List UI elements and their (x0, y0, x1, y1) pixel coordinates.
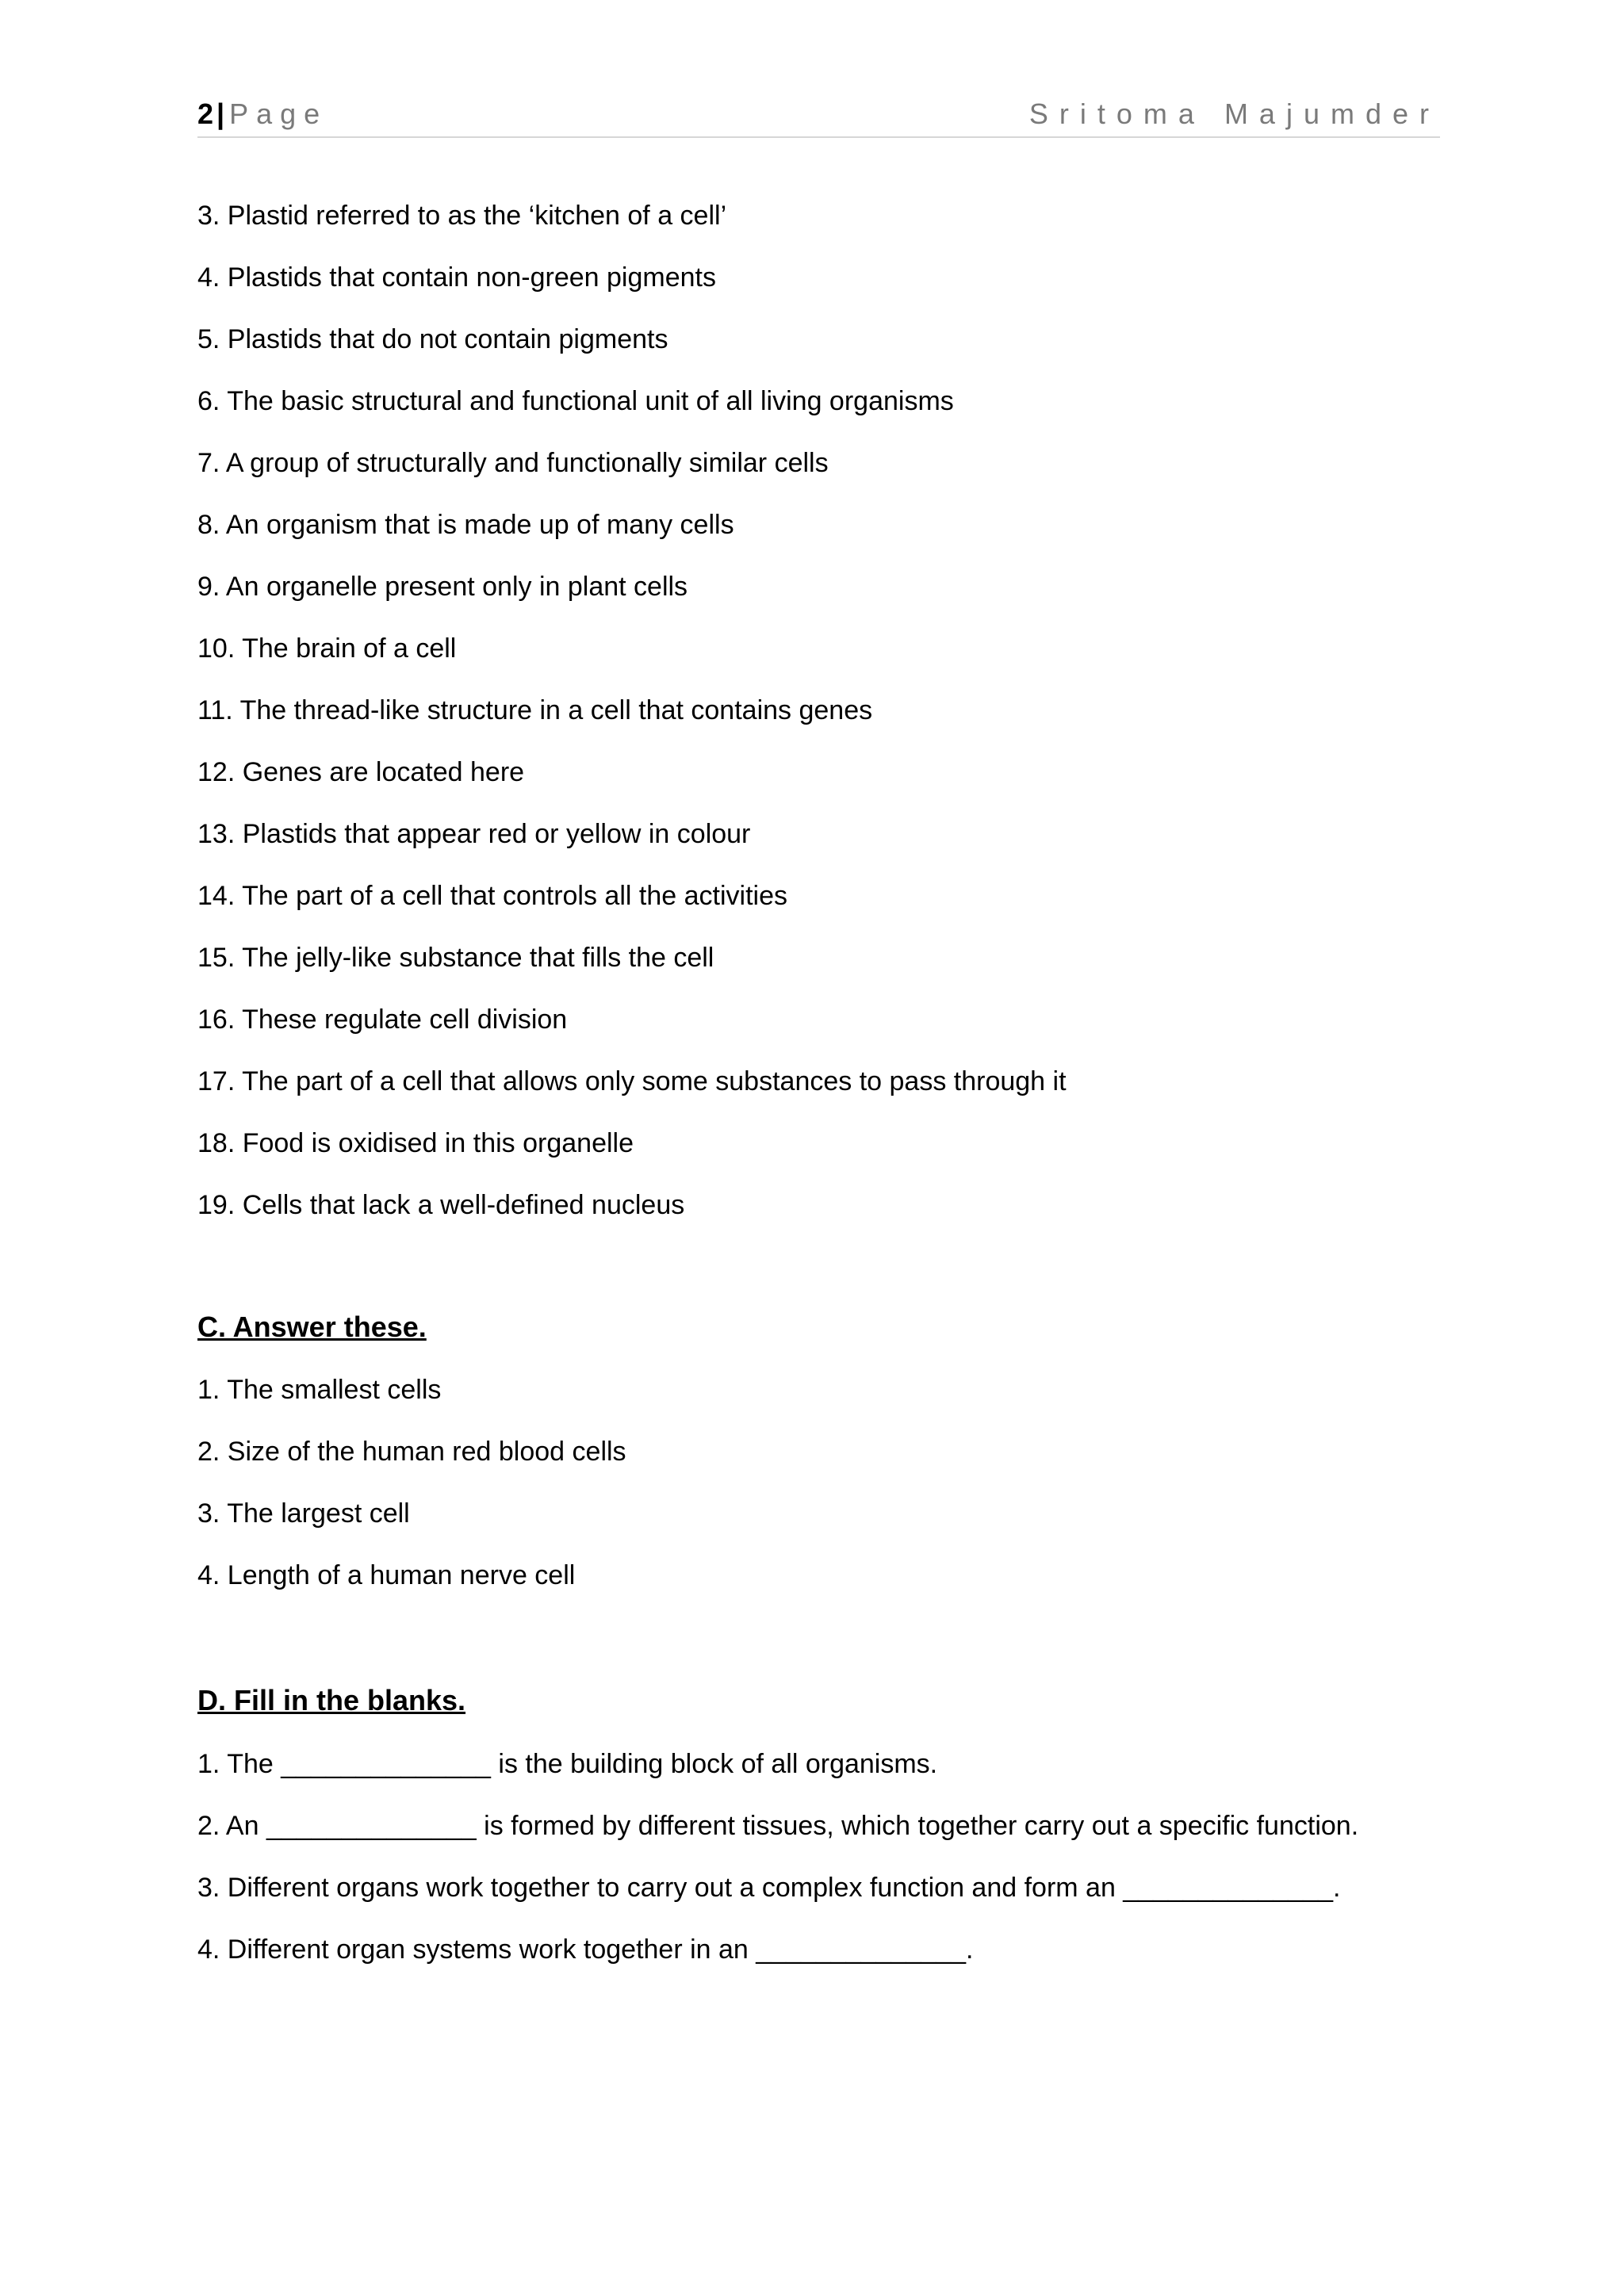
page-label (197, 94, 327, 135)
list-item: 8. An organism that is made up of many cells (197, 510, 734, 540)
header-divider (197, 136, 1440, 138)
section-c-list (197, 1374, 1466, 1621)
list-item: 4. Different organ systems work together in an ______________. (197, 1934, 974, 1965)
section-b-list (197, 200, 1466, 1251)
list-item: 3. Different organs work together to carry out a complex function and form an ______________. (197, 1873, 1341, 1903)
list-item: 4. Plastids that contain non-green pigments (197, 262, 716, 293)
list-item: 1. The ______________ is the building block of all organisms. (197, 1749, 938, 1779)
list-item: 12. Genes are located here (197, 757, 525, 787)
list-item: 5. Plastids that do not contain pigments (197, 324, 668, 354)
list-item: 15. The jelly-like substance that fills the cell (197, 943, 714, 973)
page-number: 2 (197, 98, 214, 130)
list-item: 9. An organelle present only in plant cells (197, 572, 688, 602)
header-separator: | (216, 98, 225, 130)
list-item: 3. Plastid referred to as the ‘kitchen of a cell’ (197, 201, 727, 231)
list-item: 17. The part of a cell that allows only some substances to pass through it (197, 1066, 1067, 1096)
list-item: 10. The brain of a cell (197, 633, 457, 664)
list-item: 7. A group of structurally and functionally similar cells (197, 448, 829, 478)
section-d-heading: D. Fill in the blanks. (197, 1684, 466, 1716)
page-header (197, 94, 1440, 135)
list-item: 2. An ______________ is formed by different tissues, which together carry out a specific function. (197, 1811, 1359, 1841)
list-item: 3. The largest cell (197, 1498, 410, 1529)
author-name: Sritoma Majumder (1028, 98, 1440, 130)
list-item: 18. Food is oxidised in this organelle (197, 1128, 634, 1158)
list-item: 16. These regulate cell division (197, 1004, 568, 1035)
list-item: 1. The smallest cells (197, 1375, 442, 1405)
list-item: 6. The basic structural and functional unit of all living organisms (197, 386, 954, 416)
page-word: Page (229, 98, 328, 130)
list-item: 2. Size of the human red blood cells (197, 1437, 626, 1467)
list-item: 13. Plastids that appear red or yellow in colour (197, 819, 751, 849)
section-d-list (197, 1748, 1466, 1996)
list-item: 4. Length of a human nerve cell (197, 1560, 576, 1590)
list-item: 11. The thread-like structure in a cell that contains genes (197, 695, 873, 725)
list-item: 14. The part of a cell that controls all the activities (197, 881, 787, 911)
list-item: 19. Cells that lack a well-defined nucleus (197, 1190, 685, 1220)
section-c-heading: C. Answer these. (197, 1311, 427, 1343)
